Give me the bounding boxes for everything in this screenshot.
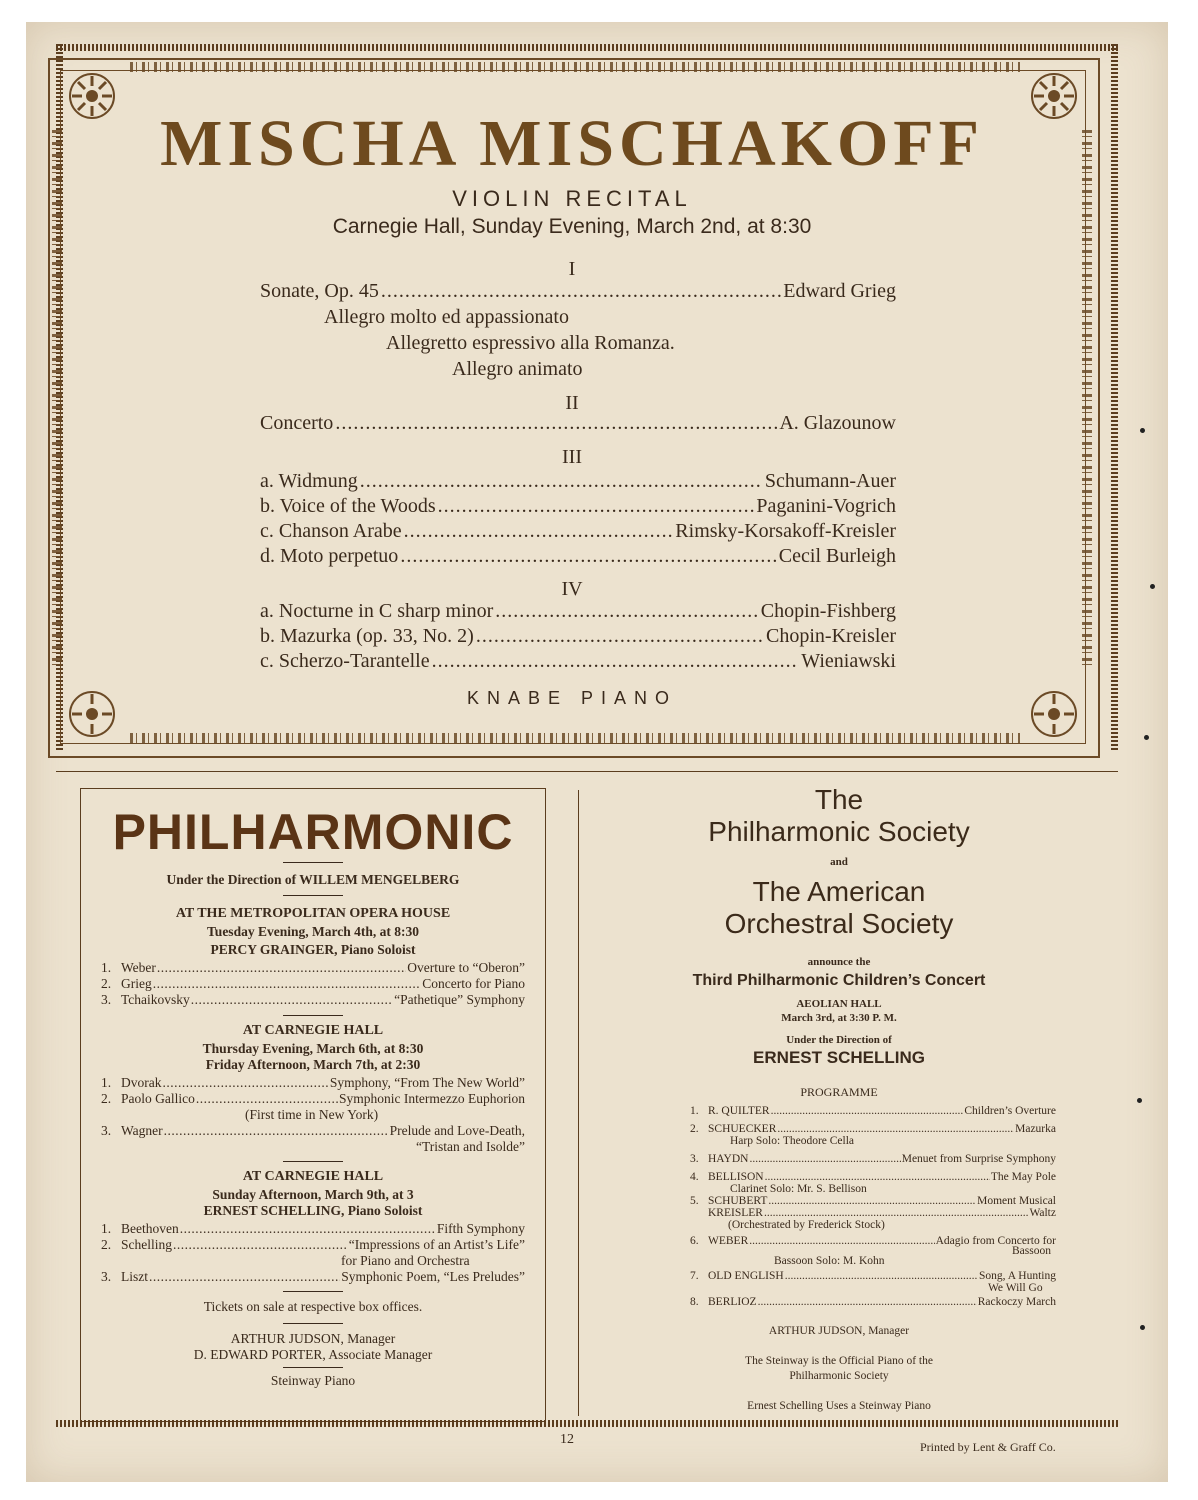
program-row: 2. SCHUECKER ..... Mazurka xyxy=(690,1123,1056,1135)
vine-border-left xyxy=(52,130,62,670)
vine-border-right xyxy=(1082,130,1092,670)
soloist-note: (Orchestrated by Frederick Stock) xyxy=(728,1219,885,1231)
program-row: 2. Schelling ..... “Impressions of an Artist’s Life” xyxy=(101,1237,525,1253)
soloist-note: Clarinet Solo: Mr. S. Bellison xyxy=(730,1183,867,1195)
program-note: (First time in New York) xyxy=(245,1107,379,1122)
vine-border-top xyxy=(130,62,1020,72)
composer: Chopin-Kreisler xyxy=(766,625,896,647)
ink-speck xyxy=(1140,1325,1145,1330)
carnegie-venue: AT CARNEGIE HALL xyxy=(242,1169,384,1184)
composer: Edward Grieg xyxy=(783,280,896,302)
soloist-note: Bassoon Solo: M. Kohn xyxy=(774,1255,885,1267)
short-rule xyxy=(283,895,343,896)
program-row xyxy=(260,412,896,435)
program-row: 1. Dvorak ..... Symphony, “From The New World” xyxy=(101,1075,525,1091)
program-row xyxy=(260,600,896,623)
ink-speck xyxy=(1150,584,1155,589)
announce: announce the xyxy=(807,956,871,968)
steinway-note: The Steinway is the Official Piano of the xyxy=(745,1355,933,1367)
section-numeral: III xyxy=(562,446,582,468)
carnegie-soloist: ERNEST SCHELLING, Piano Soloist xyxy=(203,1203,423,1218)
page-number: 12 xyxy=(560,1432,574,1447)
work-title: c. Scherzo-Tarantelle xyxy=(260,650,430,672)
program-row: 2. Paolo Gallico ..... Symphonic Intermezzo Euphorion xyxy=(101,1091,525,1107)
program-row: 3. Tchaikovsky ..... “Pathetique” Symphony xyxy=(101,992,525,1008)
program-row xyxy=(260,495,896,518)
concert-hall: AEOLIAN HALL xyxy=(796,998,882,1010)
recital-program xyxy=(90,90,1054,730)
ink-speck xyxy=(1137,1098,1142,1103)
soloist-note: We Will Go xyxy=(988,1282,1043,1294)
short-rule xyxy=(283,1161,343,1162)
recital-venue: Carnegie Hall, Sunday Evening, March 2nd, at 8:30 xyxy=(332,215,812,238)
piano-note: Steinway Piano xyxy=(270,1373,356,1388)
program-note: “Tristan and Isolde” xyxy=(416,1139,525,1154)
society-line: The xyxy=(814,784,864,815)
direction: Under the Direction of xyxy=(786,1034,892,1046)
short-rule xyxy=(283,1367,343,1368)
ink-speck xyxy=(1140,428,1145,433)
associate-manager: D. EDWARD PORTER, Associate Manager xyxy=(193,1347,433,1362)
composer: Wieniawski xyxy=(801,650,896,672)
program-row: 6. WEBER ..... Adagio from Concerto for xyxy=(690,1235,1056,1247)
section-numeral: IV xyxy=(561,578,583,600)
composer: Rimsky-Korsakoff-Kreisler xyxy=(675,520,896,542)
schelling-note: Ernest Schelling Uses a Steinway Piano xyxy=(747,1400,931,1412)
work-title: a. Widmung xyxy=(260,470,358,492)
met-date: Tuesday Evening, March 4th, at 8:30 xyxy=(207,924,419,939)
society-line: Philharmonic Society xyxy=(708,816,970,847)
carnegie-venue: AT CARNEGIE HALL xyxy=(242,1023,384,1038)
recital-title: MISCHA MISCHAKOFF xyxy=(160,107,984,180)
childrens-concert-ad xyxy=(580,780,1098,1430)
work-title: b. Voice of the Woods xyxy=(260,495,436,517)
and-word: and xyxy=(830,856,848,868)
conductor: ERNEST SCHELLING xyxy=(753,1048,925,1067)
work-title: c. Chanson Arabe xyxy=(260,520,402,542)
recital-piano: KNABE PIANO xyxy=(466,688,678,708)
ink-speck xyxy=(1144,735,1149,740)
program-row xyxy=(260,280,896,303)
program-row: 1. Beethoven ..... Fifth Symphony xyxy=(101,1221,525,1237)
movement: Allegro molto ed appassionato xyxy=(324,306,569,328)
program-row: 7. OLD ENGLISH ..... Song, A Hunting xyxy=(690,1270,1056,1282)
section-numeral: I xyxy=(568,258,576,280)
program-row: 8. BERLIOZ ..... Rackoczy March xyxy=(690,1296,1056,1308)
composer: Schumann-Auer xyxy=(764,470,896,492)
soloist-note: Bassoon xyxy=(1012,1245,1051,1257)
tickets-note: Tickets on sale at respective box offices. xyxy=(203,1299,423,1314)
right-dashed-rule xyxy=(1111,44,1118,752)
program-row xyxy=(260,625,896,648)
program-row xyxy=(260,520,896,543)
composer: Paganini-Vogrich xyxy=(756,495,896,517)
soloist-note: Harp Solo: Theodore Cella xyxy=(730,1135,855,1147)
top-dashed-rule xyxy=(56,44,1118,51)
work-title: a. Nocturne in C sharp minor xyxy=(260,600,494,622)
society-line: Orchestral Society xyxy=(724,908,954,939)
section-numeral: II xyxy=(565,392,579,414)
movement: Allegretto espressivo alla Romanza. xyxy=(386,332,675,354)
manager: ARTHUR JUDSON, Manager xyxy=(768,1325,910,1337)
composer: A. Glazounow xyxy=(779,412,896,434)
carnegie-date: Friday Afternoon, March 7th, at 2:30 xyxy=(205,1057,421,1072)
composer: Cecil Burleigh xyxy=(778,545,896,567)
program-note: for Piano and Orchestra xyxy=(341,1253,470,1268)
movement: Allegro animato xyxy=(452,358,583,380)
program-row xyxy=(260,650,896,673)
concert-name: Third Philharmonic Children’s Concert xyxy=(692,972,986,989)
section-divider xyxy=(56,771,1118,772)
concert-date: March 3rd, at 3:30 P. M. xyxy=(781,1012,897,1024)
composer: Chopin-Fishberg xyxy=(760,600,896,622)
column-divider xyxy=(578,790,579,1416)
steinway-note: Philharmonic Society xyxy=(789,1370,889,1382)
work-title: b. Mazurka (op. 33, No. 2) xyxy=(260,625,474,647)
program-row: KREISLER ..... Waltz xyxy=(690,1207,1056,1219)
program-row: 4. BELLISON ..... The May Pole xyxy=(690,1171,1056,1183)
program-row xyxy=(260,545,896,568)
program-row: 1. R. QUILTER ..... Children’s Overture xyxy=(690,1105,1056,1117)
philharmonic-ad xyxy=(80,788,546,1422)
direction: Under the Direction of WILLEM MENGELBERG xyxy=(166,872,460,887)
program-row xyxy=(260,470,896,493)
met-soloist: PERCY GRAINGER, Piano Soloist xyxy=(210,942,416,957)
short-rule xyxy=(283,1323,343,1324)
carnegie-date: Thursday Evening, March 6th, at 8:30 xyxy=(202,1041,424,1056)
philharmonic-title: PHILHARMONIC xyxy=(112,804,514,860)
carnegie-date: Sunday Afternoon, March 9th, at 3 xyxy=(212,1187,414,1202)
program-row: 2. Grieg ..... Concerto for Piano xyxy=(101,976,525,992)
manager: ARTHUR JUDSON, Manager xyxy=(230,1331,396,1346)
program-row: 5. SCHUBERT ..... Moment Musical xyxy=(690,1195,1056,1207)
printer-credit: Printed by Lent & Graff Co. xyxy=(920,1440,1056,1454)
short-rule xyxy=(283,862,343,863)
work-title: Concerto xyxy=(260,412,334,434)
society-line: The American xyxy=(752,876,926,907)
program-row: 3. HAYDN ..... Menuet from Surprise Symphony xyxy=(690,1153,1056,1165)
met-venue: AT THE METROPOLITAN OPERA HOUSE xyxy=(175,906,451,921)
program-row: 3. Liszt ..... Symphonic Poem, “Les Preludes” xyxy=(101,1269,525,1285)
work-title: Sonate, Op. 45 xyxy=(260,280,379,302)
vine-border-bottom xyxy=(130,733,1020,743)
program-row: 1. Weber ..... Overture to “Oberon” xyxy=(101,960,525,976)
recital-subtitle: VIOLIN RECITAL xyxy=(452,186,692,211)
short-rule xyxy=(283,1015,343,1016)
short-rule xyxy=(283,1291,343,1292)
work-title: d. Moto perpetuo xyxy=(260,545,399,567)
program-row: 3. Wagner ..... Prelude and Love-Death, xyxy=(101,1123,525,1139)
programme-heading: PROGRAMME xyxy=(800,1085,878,1099)
